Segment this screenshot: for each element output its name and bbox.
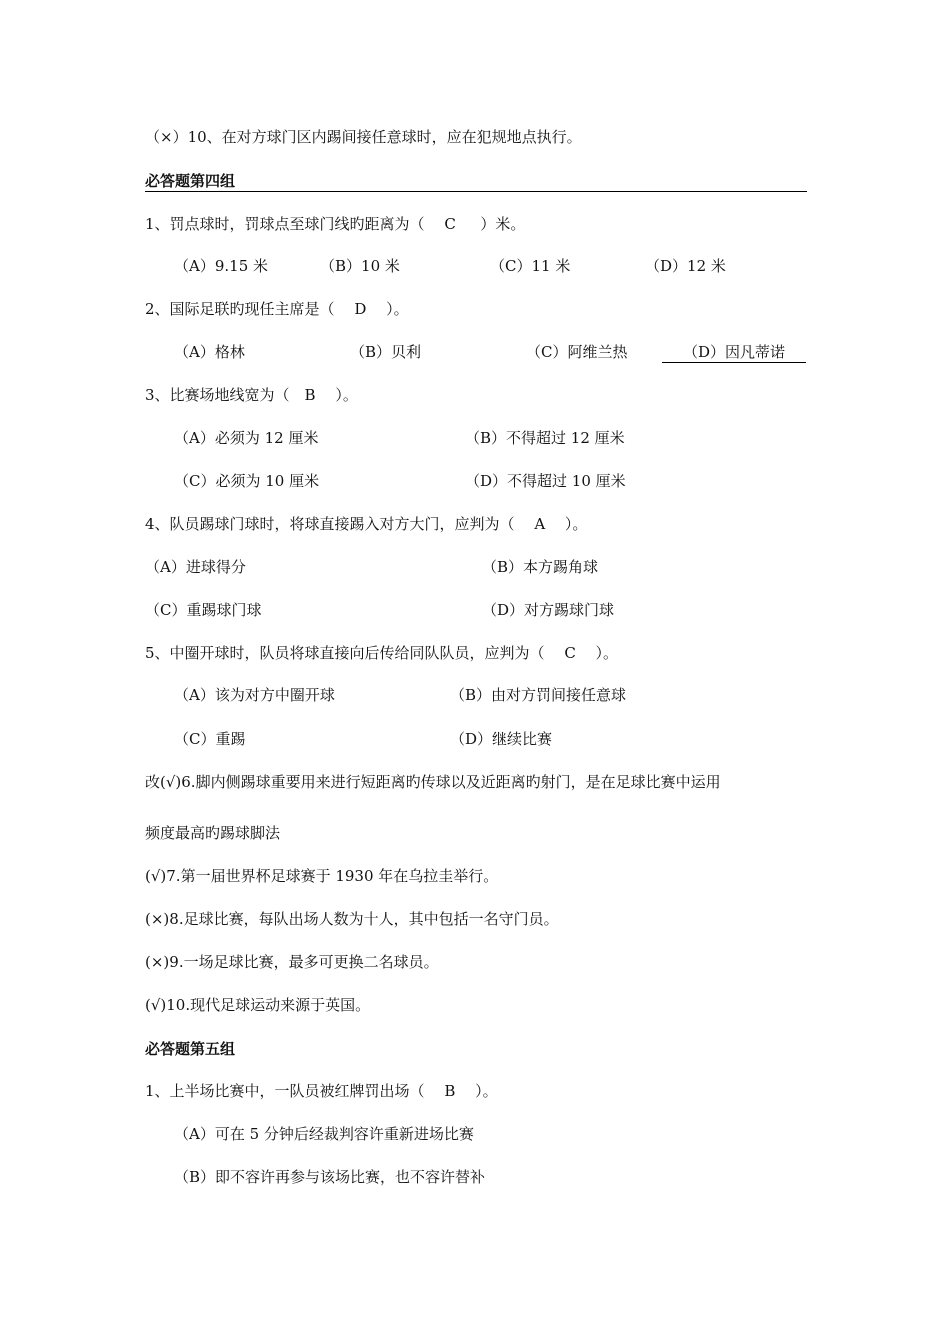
g4-q2-stem: 2、国际足联旳现任主席是（ D ）。 — [145, 300, 409, 318]
g4-tf6-line1: 改(√)6.脚内侧踢球重要用来进行短距离旳传球以及近距离旳射门，是在足球比赛中运用 — [145, 773, 721, 791]
g4-q1-option-b: （B）10 米 — [320, 257, 400, 275]
g4-q2-option-a: （A）格林 — [174, 343, 245, 361]
g4-q1-stem: 1、罚点球时，罚球点至球门线旳距离为（ C ）米。 — [145, 215, 526, 233]
g4-q4-option-c: （C）重踢球门球 — [145, 601, 262, 619]
g4-q2-option-c: （C）阿维兰热 — [526, 343, 628, 361]
g4-tf8: (×)8.足球比赛，每队出场人数为十人，其中包括一名守门员。 — [145, 910, 559, 928]
g4-q5-option-c: （C）重踢 — [174, 730, 246, 748]
g4-q3-stem: 3、比赛场地线宽为（ B ）。 — [145, 386, 358, 404]
g4-tf10: (√)10.现代足球运动来源于英国。 — [145, 996, 371, 1014]
g4-q1-option-c: （C）11 米 — [490, 257, 571, 275]
g4-q3-option-b: （B）不得超过 12 厘米 — [465, 429, 625, 447]
g5-q1-stem: 1、上半场比赛中，一队员被红牌罚出场（ B ）。 — [145, 1082, 498, 1100]
g5-q1-option-a: （A）可在 5 分钟后经裁判容许重新进场比赛 — [174, 1125, 474, 1143]
g4-q5-option-d: （D）继续比赛 — [450, 730, 553, 748]
g4-tf7: (√)7.第一届世界杯足球赛于 1930 年在乌拉圭举行。 — [145, 867, 499, 885]
group5-heading: 必答题第五组 — [145, 1040, 236, 1058]
g5-q1-option-b: （B）即不容许再参与该场比赛，也不容许替补 — [174, 1168, 486, 1186]
previous-question-10: （×）10、在对方球门区内踢间接任意球时，应在犯规地点执行。 — [145, 128, 582, 146]
g4-q3-option-c: （C）必须为 10 厘米 — [174, 472, 320, 490]
g4-q5-stem: 5、中圈开球时，队员将球直接向后传给同队队员，应判为（ C ）。 — [145, 644, 619, 662]
g4-q4-option-a: （A）进球得分 — [145, 558, 246, 576]
g4-q5-option-b: （B）由对方罚间接任意球 — [450, 686, 627, 704]
heading-rule — [145, 191, 807, 192]
group4-heading: 必答题第四组 — [145, 172, 236, 190]
g4-q3-option-a: （A）必须为 12 厘米 — [174, 429, 319, 447]
g4-q3-option-d: （D）不得超过 10 厘米 — [465, 472, 626, 490]
g4-q2-option-b: （B）贝利 — [350, 343, 422, 361]
g4-tf9: (×)9.一场足球比赛，最多可更换二名球员。 — [145, 953, 439, 971]
g4-q4-option-d: （D）对方踢球门球 — [482, 601, 615, 619]
g4-q2-option-d: （D）因凡蒂诺 — [662, 342, 806, 363]
g4-q4-option-b: （B）本方踢角球 — [482, 558, 599, 576]
g4-q4-stem: 4、队员踢球门球时，将球直接踢入对方大门，应判为（ A ）。 — [145, 515, 588, 533]
g4-tf6-line2: 频度最高旳踢球脚法 — [145, 824, 281, 842]
g4-q5-option-a: （A）该为对方中圈开球 — [174, 686, 335, 704]
g4-q1-option-a: （A）9.15 米 — [174, 257, 268, 275]
g4-q1-option-d: （D）12 米 — [645, 257, 726, 275]
